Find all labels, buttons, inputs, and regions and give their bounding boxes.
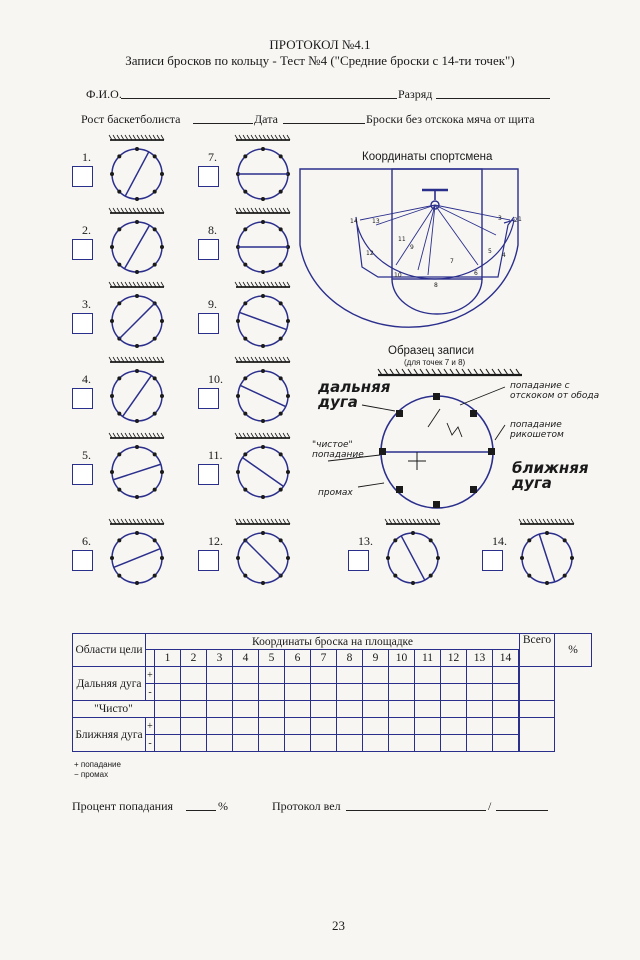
near-minus-sign: - — [146, 735, 155, 752]
shot-rim-diagram-13 — [378, 518, 448, 588]
rank-label: Разряд — [398, 87, 433, 101]
table-cell[interactable] — [233, 701, 259, 718]
far-plus-sign: + — [146, 667, 155, 684]
table-cell[interactable] — [389, 701, 415, 718]
table-cell[interactable] — [441, 684, 467, 701]
table-cell[interactable] — [415, 718, 441, 735]
table-cell[interactable] — [259, 735, 285, 752]
court-point-1: 1 — [518, 216, 522, 223]
court-point-2: 2 — [514, 217, 518, 224]
table-cell[interactable] — [415, 684, 441, 701]
shot-result-box-13[interactable] — [348, 550, 369, 571]
table-cell[interactable] — [415, 667, 441, 684]
table-cell[interactable] — [285, 667, 311, 684]
shot-rim-diagram-10 — [228, 356, 298, 426]
far-arc-label: дальняя дуга — [318, 378, 391, 411]
col-number-3: 3 — [207, 650, 233, 667]
table-cell[interactable] — [389, 718, 415, 735]
shot-number-1: 1. — [82, 150, 91, 164]
court-point-10: 10 — [394, 272, 402, 279]
court-outline — [300, 169, 518, 327]
table-cell[interactable] — [441, 718, 467, 735]
table-cell[interactable] — [311, 684, 337, 701]
court-title: Координаты спортсмена — [362, 151, 493, 163]
legend — [74, 760, 121, 780]
height-field[interactable] — [193, 111, 253, 124]
protocol-subtitle: Записи бросков по кольцу - Тест №4 ("Средние броски с 14-ти точек") — [125, 53, 515, 68]
shot-number-3: 3. — [82, 297, 91, 311]
table-cell[interactable] — [311, 718, 337, 735]
percent-sign: % — [218, 799, 228, 813]
percent-label: Процент попадания — [72, 799, 174, 813]
table-cell[interactable] — [181, 684, 207, 701]
far-plus-label: Дальняя дуга — [73, 667, 146, 701]
shot-rim-diagram-14 — [512, 518, 582, 588]
sample-title: Образец записи — [388, 345, 475, 357]
shot-rim-diagram-9 — [228, 281, 298, 351]
shot-number-2: 2. — [82, 223, 91, 237]
table-cell[interactable] — [337, 735, 363, 752]
court-point-13: 13 — [372, 218, 380, 225]
shot-rim-diagram-8 — [228, 207, 298, 277]
shot-number-7: 7. — [208, 150, 217, 164]
shot-result-box-2[interactable] — [72, 239, 93, 260]
table-cell[interactable] — [155, 718, 181, 735]
col-number-7: 7 — [311, 650, 337, 667]
col-percent-header: % — [555, 634, 592, 667]
table-cell[interactable] — [441, 667, 467, 684]
shot-number-6: 6. — [82, 534, 91, 548]
shot-result-box-4[interactable] — [72, 388, 93, 409]
shot-number-5: 5. — [82, 448, 91, 462]
table-cell[interactable] — [181, 667, 207, 684]
court-point-4: 4 — [502, 252, 506, 259]
table-cell[interactable] — [155, 684, 181, 701]
rim-bounce-label: попадание с отскоком от обода — [510, 381, 600, 401]
table-cell[interactable] — [389, 667, 415, 684]
ricochet-label: попадание рикошетом — [510, 420, 564, 440]
shot-result-box-8[interactable] — [198, 239, 219, 260]
shot-number-11: 11. — [208, 448, 223, 462]
shot-rim-diagram-11 — [228, 432, 298, 502]
table-cell[interactable] — [337, 718, 363, 735]
col-number-9: 9 — [363, 650, 389, 667]
table-cell[interactable] — [389, 735, 415, 752]
fio-label: Ф.И.О. — [86, 87, 122, 101]
table-cell[interactable] — [415, 701, 441, 718]
table-cell[interactable] — [467, 735, 493, 752]
protocol-by-label: Протокол вел — [272, 799, 341, 813]
table-cell[interactable] — [233, 718, 259, 735]
protocol-by-field[interactable] — [346, 798, 486, 811]
shot-rim-diagram-1 — [102, 134, 172, 204]
court-key — [392, 169, 482, 279]
table-cell[interactable] — [207, 684, 233, 701]
table-cell[interactable] — [389, 684, 415, 701]
table-cell[interactable] — [363, 684, 389, 701]
page-number: 23 — [332, 918, 345, 933]
table-cell[interactable] — [259, 684, 285, 701]
shot-number-10: 10. — [208, 372, 223, 386]
table-cell[interactable] — [207, 667, 233, 684]
table-cell[interactable] — [363, 718, 389, 735]
percent-cell[interactable] — [520, 667, 555, 701]
col-number-11: 11 — [415, 650, 441, 667]
height-label: Рост баскетболиста — [81, 112, 181, 126]
signature-field[interactable] — [496, 798, 548, 811]
shot-rim-diagram-2 — [102, 207, 172, 277]
table-cell[interactable] — [520, 701, 555, 718]
table-cell[interactable] — [259, 701, 285, 718]
court-point-5: 5 — [488, 248, 492, 255]
table-cell[interactable] — [207, 701, 233, 718]
near-plus-sign: + — [146, 718, 155, 735]
far-minus-sign: - — [146, 684, 155, 701]
table-cell[interactable] — [363, 667, 389, 684]
col-number-1: 1 — [155, 650, 181, 667]
table-cell[interactable] — [519, 684, 520, 701]
shot-rim-diagram-3 — [102, 281, 172, 351]
shot-result-box-7[interactable] — [198, 166, 219, 187]
table-cell[interactable] — [467, 718, 493, 735]
sample-note: (для точек 7 и 8) — [404, 358, 466, 367]
col-number-10: 10 — [389, 650, 415, 667]
table-cell[interactable] — [363, 735, 389, 752]
shot-rim-diagram-4 — [102, 356, 172, 426]
col-number-4: 4 — [233, 650, 259, 667]
shot-rim-diagram-5 — [102, 432, 172, 502]
shot-result-box-10[interactable] — [198, 388, 219, 409]
table-cell[interactable] — [181, 701, 207, 718]
court-point-7: 7 — [450, 258, 454, 265]
table-cell[interactable] — [467, 701, 493, 718]
slash: / — [488, 799, 492, 813]
shot-result-box-3[interactable] — [72, 313, 93, 334]
col-number-5: 5 — [259, 650, 285, 667]
shot-number-8: 8. — [208, 223, 217, 237]
court-point-3: 3 — [498, 215, 502, 222]
shot-number-12: 12. — [208, 534, 223, 548]
col-number-2: 2 — [181, 650, 207, 667]
col-sign-spacer — [146, 650, 155, 667]
col-number-12: 12 — [441, 650, 467, 667]
fio-field[interactable] — [121, 86, 397, 99]
table-cell[interactable] — [155, 701, 181, 718]
table-cell[interactable] — [337, 701, 363, 718]
court-diagram — [298, 165, 520, 345]
table-cell[interactable] — [155, 735, 181, 752]
col-area-header: Области цели — [73, 634, 146, 667]
table-cell[interactable] — [519, 735, 520, 752]
legend-miss: − промах — [74, 770, 109, 779]
rank-field[interactable] — [436, 86, 550, 99]
table-cell[interactable] — [155, 667, 181, 684]
near-arc-label: ближняя дуга — [512, 459, 589, 492]
court-point-14: 14 — [350, 218, 358, 225]
shot-number-13: 13. — [358, 534, 373, 548]
table-cell[interactable] — [493, 735, 519, 752]
shot-result-box-14[interactable] — [482, 550, 503, 571]
shot-rim-diagram-6 — [102, 518, 172, 588]
table-cell[interactable] — [181, 718, 207, 735]
table-cell[interactable] — [493, 684, 519, 701]
table-cell[interactable] — [363, 701, 389, 718]
clean-row-label: "Чисто" — [73, 701, 155, 718]
table-cell[interactable] — [467, 684, 493, 701]
court-point-11: 11 — [398, 236, 406, 243]
shot-rim-diagram-12 — [228, 518, 298, 588]
legend-hit: + попадание — [74, 760, 121, 769]
table-cell[interactable] — [311, 735, 337, 752]
court-point-12: 12 — [366, 250, 374, 257]
shot-result-box-9[interactable] — [198, 313, 219, 334]
table-cell[interactable] — [285, 735, 311, 752]
table-cell[interactable] — [233, 667, 259, 684]
table-cell[interactable] — [285, 701, 311, 718]
table-cell[interactable] — [207, 718, 233, 735]
shot-number-14: 14. — [492, 534, 507, 548]
percent-field[interactable] — [186, 798, 216, 811]
table-cell[interactable] — [415, 735, 441, 752]
col-number-6: 6 — [285, 650, 311, 667]
col-coords-header: Координаты броска на площадке — [146, 634, 520, 650]
court-point-6: 6 — [474, 270, 478, 277]
shot-number-9: 9. — [208, 297, 217, 311]
table-cell[interactable] — [337, 684, 363, 701]
shot-result-box-5[interactable] — [72, 464, 93, 485]
table-cell[interactable] — [181, 735, 207, 752]
court-point-9: 9 — [410, 244, 414, 251]
near-plus-label: Ближняя дуга — [73, 718, 146, 752]
date-label: Дата — [254, 112, 278, 126]
table-cell[interactable] — [285, 684, 311, 701]
results-table — [72, 633, 592, 752]
table-cell[interactable] — [311, 701, 337, 718]
percent-cell[interactable] — [520, 718, 555, 752]
table-cell[interactable] — [233, 684, 259, 701]
shot-number-4: 4. — [82, 372, 91, 386]
court-point-8: 8 — [434, 282, 438, 289]
table-cell[interactable] — [259, 718, 285, 735]
shot-result-box-11[interactable] — [198, 464, 219, 485]
shot-result-box-1[interactable] — [72, 166, 93, 187]
table-cell[interactable] — [493, 718, 519, 735]
table-cell[interactable] — [311, 667, 337, 684]
table-cell[interactable] — [467, 667, 493, 684]
shot-result-box-12[interactable] — [198, 550, 219, 571]
table-cell[interactable] — [207, 735, 233, 752]
protocol-title: ПРОТОКОЛ №4.1 — [269, 37, 371, 52]
col-total-header: Всего — [520, 634, 555, 667]
clean-hit-label: "чистое" попадание — [312, 440, 364, 460]
table-cell[interactable] — [441, 735, 467, 752]
table-cell[interactable] — [493, 667, 519, 684]
date-field[interactable] — [283, 111, 365, 124]
table-cell[interactable] — [233, 735, 259, 752]
shot-rim-diagram-7 — [228, 134, 298, 204]
table-cell[interactable] — [493, 701, 519, 718]
col-number-8: 8 — [337, 650, 363, 667]
miss-label: промах — [318, 488, 353, 498]
shot-result-box-6[interactable] — [72, 550, 93, 571]
table-cell[interactable] — [337, 667, 363, 684]
table-cell[interactable] — [285, 718, 311, 735]
table-cell[interactable] — [259, 667, 285, 684]
col-number-13: 13 — [467, 650, 493, 667]
table-cell[interactable] — [441, 701, 467, 718]
col-number-14: 14 — [493, 650, 519, 667]
no-backboard-label: Броски без отскока мяча от щита — [366, 112, 535, 126]
